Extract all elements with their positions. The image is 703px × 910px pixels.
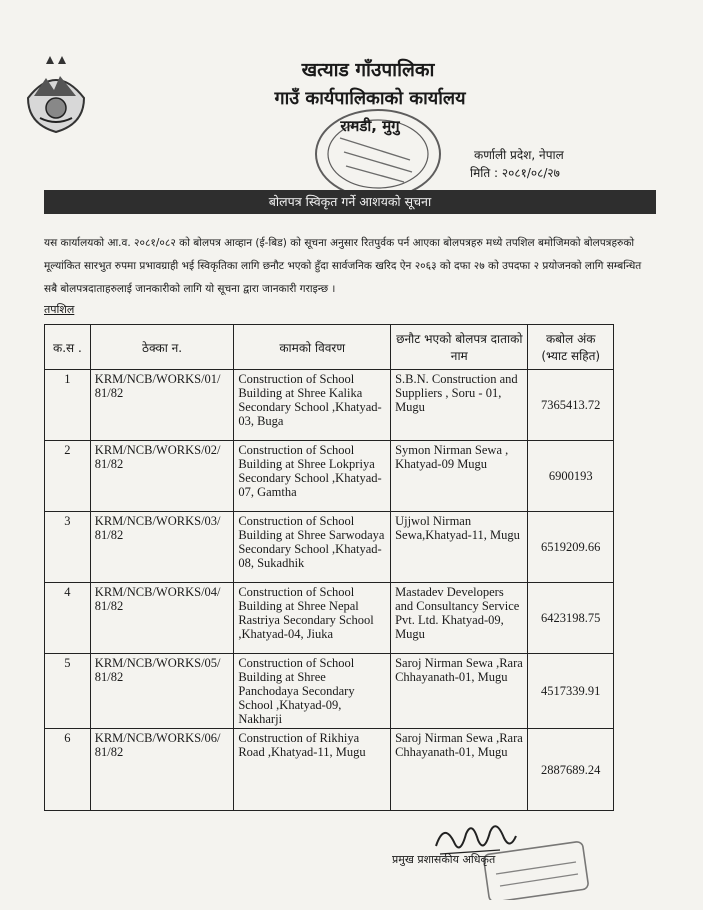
cell-bidder: Ujjwol Nirman Sewa,Khatyad-11, Mugu — [391, 512, 528, 583]
table-row — [45, 370, 614, 441]
province-line: कर्णाली प्रदेश, नेपाल — [474, 148, 564, 162]
cell-serial: 5 — [45, 654, 91, 729]
table-row — [45, 654, 614, 729]
notice-title-banner: बोलपत्र स्विकृत गर्ने आशयको सूचना — [44, 190, 656, 214]
cell-amount: 6423198.75 — [528, 583, 614, 654]
schedule-label: तपशिल — [44, 303, 75, 316]
table-row — [45, 729, 614, 811]
cell-serial: 4 — [45, 583, 91, 654]
cell-serial: 1 — [45, 370, 91, 441]
cell-bidder: Symon Nirman Sewa , Khatyad-09 Mugu — [391, 441, 528, 512]
header-bid-amount: कबोल अंक (भ्याट सहित) — [528, 325, 614, 370]
header-contract-no: ठेक्का न. — [90, 325, 234, 370]
cell-description: Construction of School Building at Shree Panchodaya Secondary School ,Khatyad-09, Nakharji — [234, 654, 391, 729]
cell-contract-no: KRM/NCB/WORKS/02/ 81/82 — [90, 441, 234, 512]
cell-contract-no: KRM/NCB/WORKS/03/ 81/82 — [90, 512, 234, 583]
header-work-description: कामको विवरण — [234, 325, 391, 370]
notice-body: यस कार्यालयको आ.व. २०८१/०८२ को बोलपत्र आव्हान (ई-बिड) को सूचना अनुसार रितपुर्वक पर्न आएका बोलपत्रहरु मध्ये तपशिल बमोजिमको बोलपत्रहरुको मूल्यांकित सारभुत रुपमा प्रभावग्राही भई स्विकृतिका लागि छनौट भएको हुँदा सार्वजनिक खरिद ऐन २०६३ को दफा २७ को उपदफा २ प्रयोजनको लागि सम्बन्धित सबै बोलपत्रदाताहरुलाई जानकारीको लागि यो सूचना द्वारा जानकारी गराइन्छ । — [44, 237, 642, 295]
cell-description: Construction of School Building at Shree Lokpriya Secondary School ,Khatyad-07, Gamtha — [234, 441, 391, 512]
cell-amount: 6900193 — [528, 441, 614, 512]
cell-bidder: Mastadev Developers and Consultancy Service Pvt. Ltd. Khatyad-09, Mugu — [391, 583, 528, 654]
office-name: गाउँ कार्यपालिकाको कार्यालय — [274, 88, 466, 109]
government-emblem-icon — [20, 52, 92, 134]
table-row — [45, 583, 614, 654]
cell-contract-no: KRM/NCB/WORKS/04/ 81/82 — [90, 583, 234, 654]
header-selected-bidder: छनौट भएको बोलपत्र दाताको नाम — [391, 325, 528, 370]
cell-description: Construction of Rikhiya Road ,Khatyad-11, Mugu — [234, 729, 391, 811]
cell-serial: 3 — [45, 512, 91, 583]
table-header-row — [45, 325, 614, 370]
cell-contract-no: KRM/NCB/WORKS/05/ 81/82 — [90, 654, 234, 729]
officer-stamp-icon — [480, 840, 590, 900]
officer-title: प्रमुख प्रशासकीय अधिकृत — [392, 853, 496, 866]
contracts-table — [44, 324, 614, 811]
cell-bidder: Saroj Nirman Sewa ,Rara Chhayanath-01, Mugu — [391, 654, 528, 729]
cell-description: Construction of School Building at Shree Sarwodaya Secondary School ,Khatyad-08, Sukadhik — [234, 512, 391, 583]
cell-amount: 7365413.72 — [528, 370, 614, 441]
cell-serial: 2 — [45, 441, 91, 512]
cell-description: Construction of School Building at Shree Nepal Rastriya Secondary School ,Khatyad-04, Jiuka — [234, 583, 391, 654]
cell-amount: 2887689.24 — [528, 729, 614, 811]
cell-serial: 6 — [45, 729, 91, 811]
office-place: रामडी, मुगु — [340, 117, 400, 135]
municipality-name: खत्याड गाँउपालिका — [301, 59, 435, 81]
cell-bidder: Saroj Nirman Sewa ,Rara Chhayanath-01, Mugu — [391, 729, 528, 811]
notice-date: मिति : २०८१/०८/२७ — [470, 166, 560, 180]
cell-description: Construction of School Building at Shree Kalika Secondary School ,Khatyad-03, Buga — [234, 370, 391, 441]
cell-bidder: S.B.N. Construction and Suppliers , Soru - 01, Mugu — [391, 370, 528, 441]
cell-amount: 4517339.91 — [528, 654, 614, 729]
table-row — [45, 512, 614, 583]
cell-contract-no: KRM/NCB/WORKS/06/ 81/82 — [90, 729, 234, 811]
cell-contract-no: KRM/NCB/WORKS/01/ 81/82 — [90, 370, 234, 441]
table-row — [45, 441, 614, 512]
cell-amount: 6519209.66 — [528, 512, 614, 583]
header-serial: क.स . — [45, 325, 91, 370]
